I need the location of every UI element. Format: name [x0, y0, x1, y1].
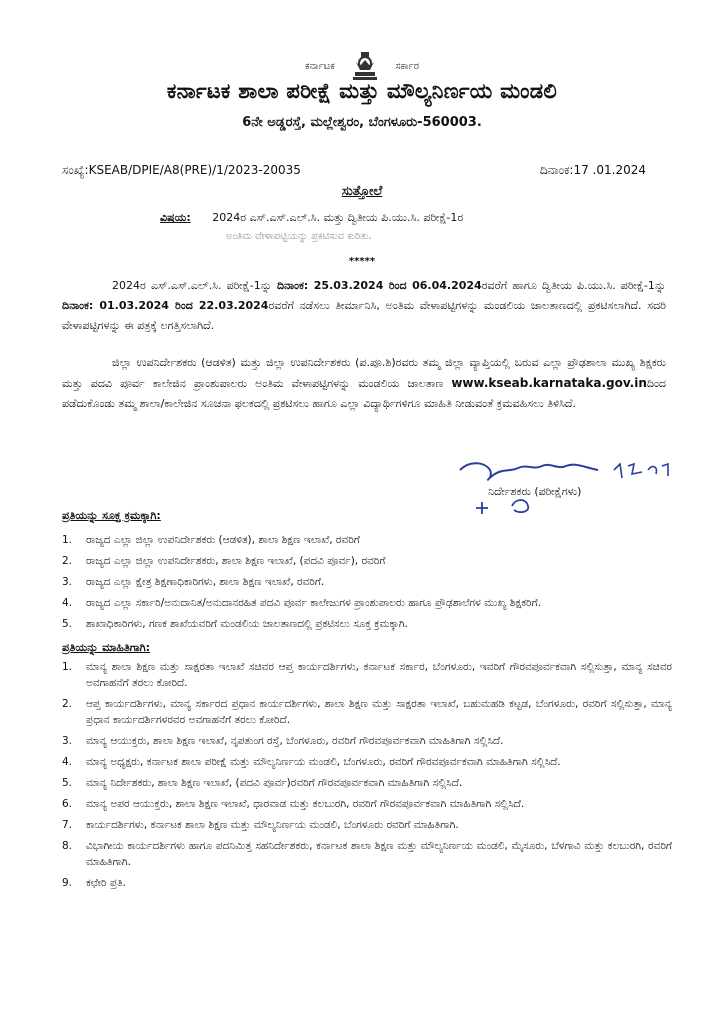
list-item	[62, 696, 672, 728]
paragraph-1	[62, 276, 666, 336]
list-item-number: 1.	[62, 661, 73, 673]
list-item-number: 4.	[62, 756, 73, 768]
subject-line-1: 2024ರ ಎಸ್.ಎಸ್.ಎಲ್.ಸಿ. ಮತ್ತು ದ್ವಿತೀಯ ಪಿ.ಯು.ಸಿ. ಪರೀಕ್ಷೆ-1ರ	[212, 211, 464, 224]
list-item-text: ಮಾನ್ಯ ಅಪರ ಆಯುಕ್ತರು, ಶಾಲಾ ಶಿಕ್ಷಣ ಇಲಾಖೆ, ಧಾರವಾಡ ಮತ್ತು ಕಲಬುರಗಿ, ರವರಿಗೆ ಗೌರವಪೂರ್ವಕವಾಗಿ ಮಾಹಿತಿಗಾಗಿ ಸಲ್ಲಿಸಿದೆ.	[86, 798, 525, 810]
separator-stars: *****	[348, 256, 376, 267]
list-item-number: 7.	[62, 819, 73, 831]
list-item-text: ಕಛೇರಿ ಪ್ರತಿ.	[86, 877, 127, 889]
paragraph-1-a: 2024ರ ಎಸ್.ಎಸ್.ಎಲ್.ಸಿ. ಪರೀಕ್ಷೆ-1ನ್ನು	[112, 279, 277, 292]
copies-action-heading: ಪ್ರತಿಯನ್ನು ಸೂಕ್ತ ಕ್ರಮಕ್ಕಾಗಿ:	[62, 509, 161, 522]
list-item	[62, 616, 672, 632]
list-item-number: 3.	[62, 735, 73, 747]
list-item-text: ಮಾನ್ಯ ಆಯುಕ್ತರು, ಶಾಲಾ ಶಿಕ್ಷಣ ಇಲಾಖೆ, ನೃಪತುಂಗ ರಸ್ತೆ, ಬೆಂಗಳೂರು, ರವರಿಗೆ ಗೌರವಪೂರ್ವಕವಾಗಿ ಮಾಹಿತಿಗಾಗಿ ಸಲ್ಲಿಸಿದೆ.	[86, 735, 504, 747]
list-item	[62, 659, 672, 691]
copies-info-heading: ಪ್ರತಿಯನ್ನು ಮಾಹಿತಿಗಾಗಿ:	[62, 641, 151, 654]
list-item	[62, 838, 672, 870]
list-item	[62, 754, 672, 770]
list-item	[62, 553, 672, 569]
list-item-number: 1.	[62, 534, 73, 546]
paragraph-2	[62, 353, 666, 414]
subject-block	[160, 211, 660, 242]
list-item-text: ಕಾರ್ಯದರ್ಶಿಗಳು, ಕರ್ನಾಟಕ ಶಾಲಾ ಶಿಕ್ಷಣ ಮತ್ತು ಮೌಲ್ಯನಿರ್ಣಯ ಮಂಡಲಿ, ಬೆಂಗಳೂರು ರವರಿಗೆ ಮಾಹಿತಿಗಾಗಿ.	[86, 819, 459, 831]
paragraph-2-b: ದಿಂದ ಪಡೆದುಕೊಂಡು ತಮ್ಮ ಶಾಲಾ/ಕಾಲೇಜಿನ ಸೂಚನಾ ಫಲಕದಲ್ಲಿ ಪ್ರಕಟಿಸಲು ಹಾಗೂ ಎಲ್ಲಾ ವಿದ್ಯಾರ್ಥಿಗಳಿಗೂ ಮಾಹಿತಿ ನೀಡುವಂತೆ ಕ್ರಮವಹಿಸಲು ತಿಳಿಸಿದೆ.	[62, 377, 666, 410]
list-item	[62, 595, 672, 611]
sslc-exam-dates: ದಿನಾಂಕ: 25.03.2024 ರಿಂದ 06.04.2024	[276, 279, 482, 292]
gov-right-text: ಸರ್ಕಾರ	[395, 61, 419, 72]
list-item	[62, 817, 672, 833]
list-item-number: 2.	[62, 555, 73, 567]
list-item	[62, 574, 672, 590]
list-item-number: 6.	[62, 798, 73, 810]
list-item-text: ಮಾನ್ಯ ಶಾಲಾ ಶಿಕ್ಷಣ ಮತ್ತು ಸಾಕ್ಷರತಾ ಇಲಾಖೆ ಸಚಿವರ ಆಪ್ತ ಕಾರ್ಯದರ್ಶಿಗಳು, ಕರ್ನಾಟಕ ಸರ್ಕಾರ, ಬೆಂಗಳೂರು, ಇವರಿಗೆ ಗೌರವಪೂರ್ವಕವಾಗಿ ಸಲ್ಲಿಸುತ್ತಾ, ಮಾನ್ಯ ಸಚಿವರ ಅವಗಾಹನೆಗೆ ತರಲು ಕೋರಿದೆ.	[86, 661, 672, 689]
list-item-text: ರಾಜ್ಯದ ಎಲ್ಲಾ ಸರ್ಕಾರಿ/ಅನುದಾನಿತ/ಅನುದಾನರಹಿತ ಪದವಿ ಪೂರ್ವ ಕಾಲೇಜುಗಳ ಪ್ರಾಂಶುಪಾಲರು ಹಾಗೂ ಪ್ರೌಢಶಾಲೆಗಳ ಮುಖ್ಯ ಶಿಕ್ಷಕರಿಗೆ.	[86, 597, 542, 609]
puc-exam-dates: ದಿನಾಂಕ: 01.03.2024 ರಿಂದ 22.03.2024	[62, 299, 269, 312]
website-link[interactable]: www.kseab.karnataka.gov.in	[451, 376, 647, 390]
list-item	[62, 532, 672, 548]
paragraph-2-a: ಜಿಲ್ಲಾ ಉಪನಿರ್ದೇಶಕರು (ಆಡಳಿತ) ಮತ್ತು ಜಿಲ್ಲಾ ಉಪನಿರ್ದೇಶಕರು (ಪ.ಪೂ.ಶಿ)ರವರು ತಮ್ಮ ಜಿಲ್ಲಾ ವ್ಯಾಪ್ತಿಯಲ್ಲಿ ಬರುವ ಎಲ್ಲಾ ಪ್ರೌಢಶಾಲಾ ಮುಖ್ಯ ಶಿಕ್ಷಕರು ಮತ್ತು ಪದವಿ ಪೂರ್ವ ಕಾಲೇಜಿನ ಪ್ರಾಂಶುಪಾಲರು ಅಂತಿಮ ವೇಳಾಪಟ್ಟಿಗಳನ್ನು ಮಂಡಲಿಯ ಜಾಲತಾಣ	[62, 356, 666, 390]
paragraph-1-b: ರವರೆಗೆ ಹಾಗೂ ದ್ವಿತೀಯ ಪಿ.ಯು.ಸಿ. ಪರೀಕ್ಷೆ-1ನ್ನು	[481, 279, 666, 292]
government-line	[0, 50, 724, 82]
list-item-text: ಶಾಖಾಧಿಕಾರಿಗಳು, ಗಣಕ ಶಾಖೆಯವರಿಗೆ ಮಂಡಲಿಯ ಜಾಲತಾಣದಲ್ಲಿ ಪ್ರಕಟಿಸಲು ಸೂಕ್ತ ಕ್ರಮಕ್ಕಾಗಿ.	[86, 618, 408, 630]
list-item-text: ಆಪ್ತ ಕಾರ್ಯದರ್ಶಿಗಳು, ಮಾನ್ಯ ಸರ್ಕಾರದ ಪ್ರಧಾನ ಕಾರ್ಯದರ್ಶಿಗಳು, ಶಾಲಾ ಶಿಕ್ಷಣ ಮತ್ತು ಸಾಕ್ಷರತಾ ಇಲಾಖೆ, ಬಹುಮಹಡಿ ಕಟ್ಟಡ, ಬೆಂಗಳೂರು, ರವರಿಗೆ ಸಲ್ಲಿಸುತ್ತಾ, ಮಾನ್ಯ ಪ್ರಧಾನ ಕಾರ್ಯದರ್ಶಿಗಳರವರ ಅವಗಾಹನೆಗೆ ತರಲು ಕೋರಿದೆ.	[86, 698, 672, 726]
list-item-number: 5.	[62, 777, 73, 789]
notice-title: ಸುತ್ತೋಲೆ	[341, 184, 383, 199]
copies-action-list	[62, 532, 672, 637]
subject-line-2: ಅಂತಿಮ ವೇಳಾಪಟ್ಟಿಯನ್ನು ಪ್ರಕಟಿಸುವ ಕುರಿತು.	[226, 231, 372, 242]
reference-date: ದಿನಾಂಕ:17 .01.2024	[540, 163, 646, 177]
list-item-text: ಮಾನ್ಯ ಅಧ್ಯಕ್ಷರು, ಕರ್ನಾಟಕ ಶಾಲಾ ಪರೀಕ್ಷೆ ಮತ್ತು ಮೌಲ್ಯನಿರ್ಣಯ ಮಂಡಲಿ, ಬೆಂಗಳೂರು, ರವರಿಗೆ ಗೌರವಪೂರ್ವಕವಾಗಿ ಮಾಹಿತಿಗಾಗಿ ಸಲ್ಲಿಸಿದೆ.	[86, 756, 561, 768]
list-item	[62, 875, 672, 891]
list-item-number: 8.	[62, 840, 73, 852]
list-item-number: 9.	[62, 877, 73, 889]
list-item	[62, 775, 672, 791]
gov-left-text: ಕರ್ನಾಟಕ	[305, 61, 335, 72]
state-emblem-icon	[350, 50, 380, 82]
list-item	[62, 733, 672, 749]
org-title: ಕರ್ನಾಟಕ ಶಾಲಾ ಪರೀಕ್ಷೆ ಮತ್ತು ಮೌಲ್ಯನಿರ್ಣಯ ಮಂಡಲಿ	[166, 79, 558, 103]
paragraph-1-c: ರವರೆಗೆ ನಡೆಸಲು ತೀರ್ಮಾನಿಸಿ, ಅಂತಿಮ ವೇಳಾಪಟ್ಟಿಗಳನ್ನು ಮಂಡಲಿಯ ಜಾಲತಾಣದಲ್ಲಿ ಪ್ರಕಟಿಸಲಾಗಿದೆ. ಸದರಿ ವೇಳಾಪಟ್ಟಿಗಳನ್ನು ಈ ಪತ್ರಕ್ಕೆ ಲಗತ್ತಿಸಲಾಗಿದೆ.	[62, 299, 666, 332]
list-item-text: ಮಾನ್ಯ ನಿರ್ದೇಶಕರು, ಶಾಲಾ ಶಿಕ್ಷಣ ಇಲಾಖೆ, (ಪದವಿ ಪೂರ್ವ)ರವರಿಗೆ ಗೌರವಪೂರ್ವಕವಾಗಿ ಮಾಹಿತಿಗಾಗಿ ಸಲ್ಲಿಸಿದೆ.	[86, 777, 463, 789]
list-item-text: ರಾಜ್ಯದ ಎಲ್ಲಾ ಕ್ಷೇತ್ರ ಶಿಕ್ಷಣಾಧಿಕಾರಿಗಳು, ಶಾಲಾ ಶಿಕ್ಷಣ ಇಲಾಖೆ, ರವರಿಗೆ.	[86, 576, 325, 588]
signer-designation: ನಿರ್ದೇಶಕರು (ಪರೀಕ್ಷೆಗಳು)	[488, 485, 582, 498]
list-item-number: 5.	[62, 618, 73, 630]
list-item-text: ವಿಭಾಗೀಯ ಕಾರ್ಯದರ್ಶಿಗಳು ಹಾಗೂ ಪದನಿಮಿತ್ತ ಸಹನಿರ್ದೇಶಕರು, ಕರ್ನಾಟಕ ಶಾಲಾ ಶಿಕ್ಷಣ ಮತ್ತು ಮೌಲ್ಯನಿರ್ಣಯ ಮಂಡಲಿ, ಮೈಸೂರು, ಬೆಳಗಾವಿ ಮತ್ತು ಕಲಬುರಗಿ, ರವರಿಗೆ ಮಾಹಿತಿಗಾಗಿ.	[86, 840, 672, 868]
org-address: 6ನೇ ಅಡ್ಡರಸ್ತೆ, ಮಲ್ಲೇಶ್ವರಂ, ಬೆಂಗಳೂರು-560003.	[242, 115, 482, 130]
list-item-text: ರಾಜ್ಯದ ಎಲ್ಲಾ ಜಿಲ್ಲಾ ಉಪನಿರ್ದೇಶಕರು, ಶಾಲಾ ಶಿಕ್ಷಣ ಇಲಾಖೆ, (ಪದವಿ ಪೂರ್ವ), ರವರಿಗೆ	[86, 555, 386, 567]
list-item	[62, 796, 672, 812]
subject-label: ವಿಷಯ:	[160, 211, 191, 224]
list-item-number: 2.	[62, 698, 73, 710]
list-item-number: 3.	[62, 576, 73, 588]
reference-number: ಸಂಖ್ಯೆ:KSEAB/DPIE/A8(PRE)/1/2023-20035	[62, 163, 301, 177]
list-item-text: ರಾಜ್ಯದ ಎಲ್ಲಾ ಜಿಲ್ಲಾ ಉಪನಿರ್ದೇಶಕರು (ಆಡಳಿತ), ಶಾಲಾ ಶಿಕ್ಷಣ ಇಲಾಖೆ, ರವರಿಗೆ	[86, 534, 360, 546]
list-item-number: 4.	[62, 597, 73, 609]
copies-info-list	[62, 659, 672, 896]
